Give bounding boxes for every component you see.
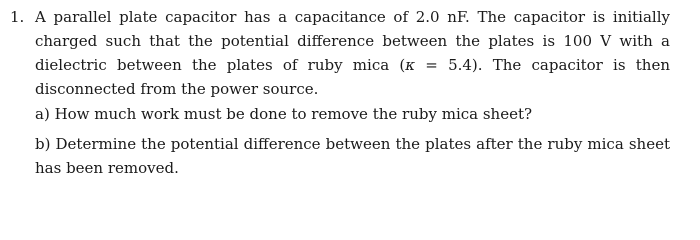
question-number: 1. xyxy=(10,8,25,26)
part-b-question: b) Determine the potential difference between the plates after the ruby mica sheet has been removed. xyxy=(35,135,670,177)
kappa-symbol: κ xyxy=(405,56,416,74)
stem-text-tail: = 5.4). The capacitor is then disconnected from the power source. xyxy=(35,56,670,98)
part-a-question: a) How much work must be done to remove the ruby mica sheet? xyxy=(35,105,533,123)
stem-text-lead: A parallel plate capacitor has a capacitance of 2.0 nF. The capacitor is initially charged such that the potential difference between the plates is 100 V with a dielectric between the plates of ruby mica ( xyxy=(35,8,670,74)
question-stem xyxy=(35,5,670,101)
